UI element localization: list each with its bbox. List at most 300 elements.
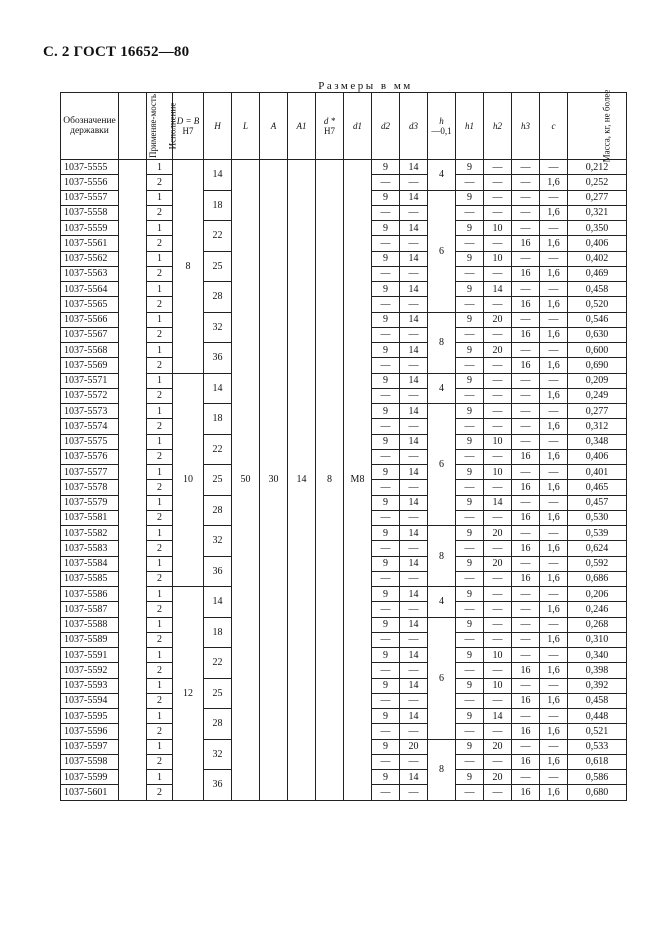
H-cell: 14	[204, 373, 232, 404]
c-cell: —	[540, 190, 568, 205]
h2-cell: —	[484, 587, 512, 602]
d2-cell: 9	[372, 404, 400, 419]
h2-cell: 14	[484, 709, 512, 724]
mass-cell: 0,277	[568, 190, 627, 205]
H-cell: 28	[204, 282, 232, 313]
d2-cell: 9	[372, 556, 400, 571]
L-cell: 50	[232, 160, 260, 801]
H-cell: 22	[204, 221, 232, 252]
h3-cell: —	[512, 312, 540, 327]
d2-cell: —	[372, 663, 400, 678]
h3-cell: 16	[512, 480, 540, 495]
mass-cell: 0,252	[568, 175, 627, 190]
h3-cell: —	[512, 419, 540, 434]
version-cell: 1	[147, 434, 173, 449]
designation-cell: 1037-5577	[61, 465, 119, 480]
h1-cell: —	[456, 236, 484, 251]
designation-cell: 1037-5568	[61, 343, 119, 358]
d3-cell: 14	[400, 526, 428, 541]
h2-cell: —	[484, 785, 512, 800]
col-H: H	[204, 93, 232, 160]
mass-cell: 0,592	[568, 556, 627, 571]
version-cell: 2	[147, 785, 173, 800]
designation-cell: 1037-5583	[61, 541, 119, 556]
h3-cell: —	[512, 602, 540, 617]
c-cell: 1,6	[540, 236, 568, 251]
version-cell: 1	[147, 343, 173, 358]
H-cell: 32	[204, 739, 232, 770]
designation-cell: 1037-5589	[61, 632, 119, 647]
d2-cell: 9	[372, 739, 400, 754]
h1-cell: —	[456, 663, 484, 678]
h1-cell: 9	[456, 678, 484, 693]
mass-cell: 0,457	[568, 495, 627, 510]
mass-cell: 0,530	[568, 510, 627, 525]
h1-cell: —	[456, 693, 484, 708]
designation-cell: 1037-5595	[61, 709, 119, 724]
d2-cell: —	[372, 327, 400, 342]
d3-cell: 14	[400, 556, 428, 571]
h2-cell: —	[484, 404, 512, 419]
designation-cell: 1037-5572	[61, 388, 119, 403]
d2-cell: —	[372, 602, 400, 617]
h2-cell: —	[484, 663, 512, 678]
c-cell: 1,6	[540, 785, 568, 800]
h2-cell: 20	[484, 343, 512, 358]
designation-cell: 1037-5581	[61, 510, 119, 525]
d3-cell: 14	[400, 312, 428, 327]
h1-cell: 9	[456, 526, 484, 541]
version-cell: 1	[147, 221, 173, 236]
mass-cell: 0,312	[568, 419, 627, 434]
designation-cell: 1037-5601	[61, 785, 119, 800]
version-cell: 1	[147, 617, 173, 632]
designation-cell: 1037-5563	[61, 266, 119, 281]
c-cell: —	[540, 709, 568, 724]
c-cell: 1,6	[540, 632, 568, 647]
designation-cell: 1037-5584	[61, 556, 119, 571]
h1-cell: —	[456, 388, 484, 403]
version-cell: 1	[147, 190, 173, 205]
mass-cell: 0,268	[568, 617, 627, 632]
mass-cell: 0,533	[568, 739, 627, 754]
c-cell: 1,6	[540, 205, 568, 220]
col-d2: d2	[372, 93, 400, 160]
h3-cell: —	[512, 388, 540, 403]
designation-cell: 1037-5578	[61, 480, 119, 495]
mass-cell: 0,469	[568, 266, 627, 281]
h1-cell: 9	[456, 556, 484, 571]
h1-cell: 9	[456, 373, 484, 388]
c-cell: —	[540, 404, 568, 419]
h2-cell: —	[484, 602, 512, 617]
version-cell: 2	[147, 510, 173, 525]
designation-cell: 1037-5556	[61, 175, 119, 190]
h3-cell: —	[512, 526, 540, 541]
c-cell: —	[540, 556, 568, 571]
d3-cell: 14	[400, 587, 428, 602]
h2-cell: 10	[484, 648, 512, 663]
c-cell: —	[540, 739, 568, 754]
mass-cell: 0,406	[568, 236, 627, 251]
col-A1: A1	[288, 93, 316, 160]
c-cell: 1,6	[540, 693, 568, 708]
d3-cell: 14	[400, 282, 428, 297]
h2-cell: 20	[484, 556, 512, 571]
h1-cell: 9	[456, 495, 484, 510]
version-cell: 2	[147, 602, 173, 617]
h-cell: 8	[428, 739, 456, 800]
mass-cell: 0,392	[568, 678, 627, 693]
c-cell: —	[540, 373, 568, 388]
c-cell: —	[540, 312, 568, 327]
h3-cell: —	[512, 282, 540, 297]
d3-cell: 14	[400, 770, 428, 785]
h3-cell: —	[512, 221, 540, 236]
h2-cell: —	[484, 480, 512, 495]
designation-cell: 1037-5588	[61, 617, 119, 632]
version-cell: 2	[147, 632, 173, 647]
mass-cell: 0,277	[568, 404, 627, 419]
A-cell: 30	[260, 160, 288, 801]
version-cell: 1	[147, 282, 173, 297]
mass-cell: 0,520	[568, 297, 627, 312]
d3-cell: 14	[400, 343, 428, 358]
version-cell: 2	[147, 419, 173, 434]
version-cell: 1	[147, 587, 173, 602]
d3-cell: 14	[400, 404, 428, 419]
version-cell: 2	[147, 571, 173, 586]
mass-cell: 0,310	[568, 632, 627, 647]
designation-cell: 1037-5559	[61, 221, 119, 236]
c-cell: —	[540, 617, 568, 632]
designation-cell: 1037-5586	[61, 587, 119, 602]
designation-cell: 1037-5558	[61, 205, 119, 220]
h2-cell: —	[484, 724, 512, 739]
h3-cell: 16	[512, 754, 540, 769]
h2-cell: —	[484, 205, 512, 220]
h-cell: 8	[428, 312, 456, 373]
designation-cell: 1037-5582	[61, 526, 119, 541]
d3-cell: —	[400, 419, 428, 434]
d2-cell: 9	[372, 190, 400, 205]
mass-cell: 0,600	[568, 343, 627, 358]
h2-cell: —	[484, 510, 512, 525]
version-cell: 1	[147, 495, 173, 510]
h1-cell: 9	[456, 160, 484, 175]
mass-cell: 0,246	[568, 602, 627, 617]
version-cell: 1	[147, 556, 173, 571]
h1-cell: 9	[456, 709, 484, 724]
d2-cell: —	[372, 785, 400, 800]
h3-cell: 16	[512, 449, 540, 464]
d3-cell: —	[400, 449, 428, 464]
d3-cell: 14	[400, 221, 428, 236]
d3-cell: —	[400, 785, 428, 800]
d3-cell: 14	[400, 678, 428, 693]
d3-cell: —	[400, 724, 428, 739]
designation-cell: 1037-5594	[61, 693, 119, 708]
h-cell: 6	[428, 190, 456, 312]
designation-cell: 1037-5555	[61, 160, 119, 175]
h3-cell: —	[512, 205, 540, 220]
c-cell: 1,6	[540, 419, 568, 434]
h3-cell: —	[512, 632, 540, 647]
H-cell: 36	[204, 343, 232, 374]
designation-cell: 1037-5564	[61, 282, 119, 297]
designation-cell: 1037-5561	[61, 236, 119, 251]
col-designation: Обозначение державки	[61, 93, 119, 160]
d2-cell: —	[372, 693, 400, 708]
h1-cell: —	[456, 358, 484, 373]
c-cell: 1,6	[540, 480, 568, 495]
d2-cell: 9	[372, 221, 400, 236]
mass-cell: 0,539	[568, 526, 627, 541]
h3-cell: —	[512, 160, 540, 175]
h3-cell: 16	[512, 236, 540, 251]
d3-cell: 14	[400, 190, 428, 205]
h2-cell: 20	[484, 770, 512, 785]
d3-cell: —	[400, 388, 428, 403]
h2-cell: 10	[484, 678, 512, 693]
h2-cell: —	[484, 617, 512, 632]
c-cell: 1,6	[540, 327, 568, 342]
d2-cell: 9	[372, 678, 400, 693]
h1-cell: —	[456, 175, 484, 190]
col-D: D = B H7	[173, 93, 204, 160]
col-d: d * H7	[316, 93, 344, 160]
version-cell: 2	[147, 449, 173, 464]
version-cell: 1	[147, 160, 173, 175]
h3-cell: —	[512, 587, 540, 602]
A1-cell: 14	[288, 160, 316, 801]
version-cell: 2	[147, 327, 173, 342]
mass-cell: 0,680	[568, 785, 627, 800]
designation-cell: 1037-5557	[61, 190, 119, 205]
d3-cell: —	[400, 175, 428, 190]
h3-cell: —	[512, 434, 540, 449]
d2-cell: —	[372, 632, 400, 647]
version-cell: 1	[147, 526, 173, 541]
h3-cell: —	[512, 739, 540, 754]
page-header: С. 2 ГОСТ 16652—80	[43, 44, 190, 60]
D-cell: 8	[173, 160, 204, 374]
c-cell: 1,6	[540, 602, 568, 617]
c-cell: —	[540, 526, 568, 541]
h-cell: 8	[428, 526, 456, 587]
h2-cell: —	[484, 541, 512, 556]
H-cell: 25	[204, 251, 232, 282]
h2-cell: —	[484, 419, 512, 434]
h3-cell: 16	[512, 297, 540, 312]
h1-cell: 9	[456, 221, 484, 236]
h3-cell: 16	[512, 327, 540, 342]
h3-cell: —	[512, 465, 540, 480]
mass-cell: 0,350	[568, 221, 627, 236]
version-cell: 1	[147, 312, 173, 327]
d3-cell: —	[400, 358, 428, 373]
H-cell: 32	[204, 312, 232, 343]
h1-cell: —	[456, 510, 484, 525]
d2-cell: 9	[372, 770, 400, 785]
h3-cell: 16	[512, 724, 540, 739]
designation-cell: 1037-5597	[61, 739, 119, 754]
c-cell: —	[540, 160, 568, 175]
units-caption: Размеры в мм	[318, 80, 413, 92]
version-cell: 1	[147, 465, 173, 480]
h2-cell: —	[484, 449, 512, 464]
h3-cell: 16	[512, 663, 540, 678]
d2-cell: 9	[372, 312, 400, 327]
h2-cell: —	[484, 754, 512, 769]
version-cell: 2	[147, 724, 173, 739]
h1-cell: 9	[456, 739, 484, 754]
designation-cell: 1037-5579	[61, 495, 119, 510]
table-header-row	[61, 93, 627, 160]
H-cell: 36	[204, 556, 232, 587]
h3-cell: —	[512, 617, 540, 632]
version-cell: 2	[147, 541, 173, 556]
d1-cell: M8	[344, 160, 372, 801]
designation-cell: 1037-5593	[61, 678, 119, 693]
mass-cell: 0,398	[568, 663, 627, 678]
H-cell: 22	[204, 434, 232, 465]
h1-cell: 9	[456, 648, 484, 663]
h3-cell: 16	[512, 541, 540, 556]
h1-cell: 9	[456, 770, 484, 785]
c-cell: —	[540, 282, 568, 297]
d2-cell: 9	[372, 465, 400, 480]
h2-cell: —	[484, 160, 512, 175]
h-cell: 6	[428, 404, 456, 526]
version-cell: 1	[147, 373, 173, 388]
h3-cell: —	[512, 251, 540, 266]
d2-cell: 9	[372, 373, 400, 388]
col-mass: Масса, кг, не более	[568, 93, 627, 160]
application-cell	[119, 160, 147, 801]
h3-cell: 16	[512, 571, 540, 586]
d2-cell: 9	[372, 709, 400, 724]
h1-cell: 9	[456, 282, 484, 297]
D-cell: 12	[173, 587, 204, 801]
c-cell: —	[540, 465, 568, 480]
mass-cell: 0,340	[568, 648, 627, 663]
version-cell: 2	[147, 266, 173, 281]
d3-cell: —	[400, 693, 428, 708]
mass-cell: 0,402	[568, 251, 627, 266]
h1-cell: —	[456, 205, 484, 220]
d3-cell: —	[400, 571, 428, 586]
d2-cell: —	[372, 205, 400, 220]
h2-cell: —	[484, 297, 512, 312]
h1-cell: —	[456, 297, 484, 312]
d2-cell: —	[372, 419, 400, 434]
h2-cell: —	[484, 571, 512, 586]
version-cell: 2	[147, 175, 173, 190]
h1-cell: —	[456, 632, 484, 647]
col-L: L	[232, 93, 260, 160]
designation-cell: 1037-5596	[61, 724, 119, 739]
d2-cell: 9	[372, 434, 400, 449]
D-cell: 10	[173, 373, 204, 587]
h3-cell: —	[512, 175, 540, 190]
H-cell: 14	[204, 587, 232, 618]
c-cell: 1,6	[540, 358, 568, 373]
mass-cell: 0,465	[568, 480, 627, 495]
mass-cell: 0,624	[568, 541, 627, 556]
col-c: c	[540, 93, 568, 160]
designation-cell: 1037-5574	[61, 419, 119, 434]
c-cell: 1,6	[540, 449, 568, 464]
c-cell: 1,6	[540, 571, 568, 586]
h2-cell: 20	[484, 739, 512, 754]
col-d3: d3	[400, 93, 428, 160]
h3-cell: 16	[512, 785, 540, 800]
d2-cell: 9	[372, 617, 400, 632]
version-cell: 1	[147, 770, 173, 785]
d3-cell: 14	[400, 251, 428, 266]
h2-cell: 10	[484, 434, 512, 449]
designation-cell: 1037-5591	[61, 648, 119, 663]
mass-cell: 0,630	[568, 327, 627, 342]
d2-cell: —	[372, 175, 400, 190]
col-h3: h3	[512, 93, 540, 160]
d3-cell: —	[400, 205, 428, 220]
col-h2: h2	[484, 93, 512, 160]
d2-cell: 9	[372, 587, 400, 602]
h-cell: 4	[428, 160, 456, 191]
h1-cell: —	[456, 419, 484, 434]
d3-cell: 14	[400, 465, 428, 480]
h2-cell: —	[484, 266, 512, 281]
d3-cell: —	[400, 510, 428, 525]
c-cell: —	[540, 648, 568, 663]
d3-cell: 14	[400, 160, 428, 175]
mass-cell: 0,690	[568, 358, 627, 373]
h1-cell: —	[456, 480, 484, 495]
d3-cell: —	[400, 480, 428, 495]
h2-cell: 20	[484, 526, 512, 541]
h1-cell: —	[456, 449, 484, 464]
h3-cell: 16	[512, 510, 540, 525]
c-cell: 1,6	[540, 388, 568, 403]
h2-cell: —	[484, 327, 512, 342]
holder-dimensions-table	[60, 89, 627, 801]
c-cell: —	[540, 495, 568, 510]
version-cell: 2	[147, 754, 173, 769]
version-cell: 1	[147, 404, 173, 419]
designation-cell: 1037-5576	[61, 449, 119, 464]
h2-cell: —	[484, 632, 512, 647]
c-cell: 1,6	[540, 541, 568, 556]
c-cell: 1,6	[540, 175, 568, 190]
mass-cell: 0,448	[568, 709, 627, 724]
h2-cell: —	[484, 693, 512, 708]
h3-cell: 16	[512, 693, 540, 708]
designation-cell: 1037-5573	[61, 404, 119, 419]
H-cell: 28	[204, 495, 232, 526]
designation-cell: 1037-5567	[61, 327, 119, 342]
h2-cell: 10	[484, 465, 512, 480]
c-cell: —	[540, 770, 568, 785]
d2-cell: —	[372, 236, 400, 251]
h3-cell: 16	[512, 358, 540, 373]
d3-cell: —	[400, 297, 428, 312]
d3-cell: —	[400, 632, 428, 647]
d2-cell: —	[372, 724, 400, 739]
h2-cell: —	[484, 236, 512, 251]
designation-cell: 1037-5566	[61, 312, 119, 327]
